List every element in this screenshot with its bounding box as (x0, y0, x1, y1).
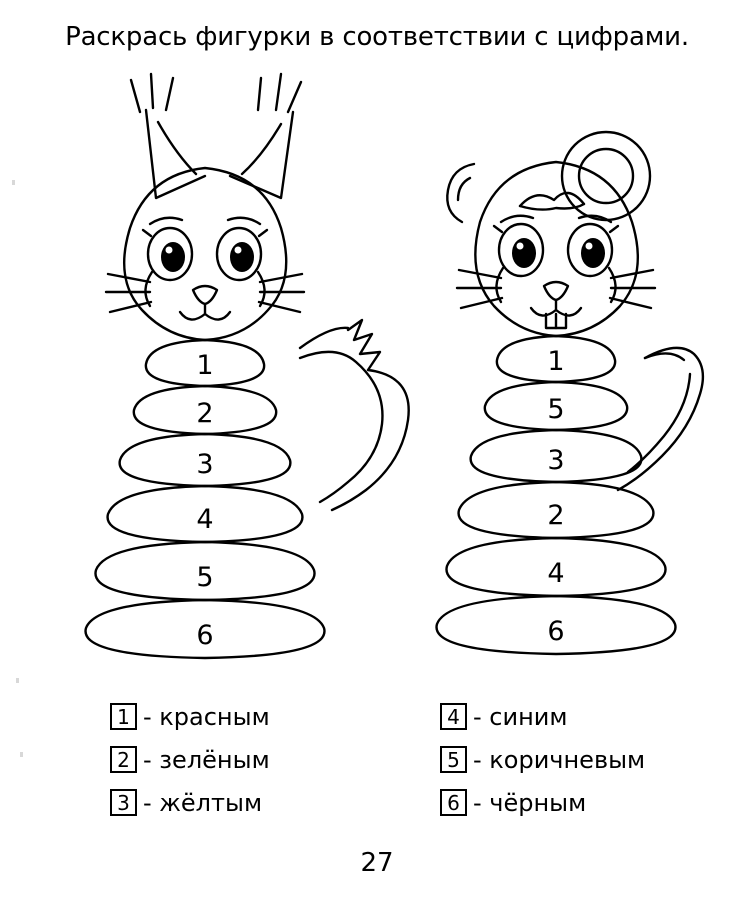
legend-number-box: 4 (440, 703, 467, 730)
legend-item (110, 695, 270, 738)
mouse-ring-1: 1 (547, 346, 565, 377)
cat-ring-1: 1 (196, 350, 214, 381)
legend-item (110, 738, 270, 781)
mouse-figure (437, 132, 703, 654)
legend-label: - красным (143, 702, 270, 731)
cat-ring-6: 6 (196, 620, 214, 651)
mouse-ring-3: 3 (547, 445, 565, 476)
legend-label: - чёрным (473, 788, 587, 817)
mouse-ring-5: 4 (547, 558, 565, 589)
cat-figure (86, 74, 409, 658)
mouse-ring-4: 2 (547, 500, 565, 531)
legend-label: - зелёным (143, 745, 270, 774)
mouse-ring-6: 6 (547, 616, 565, 647)
illustration-area (0, 58, 754, 678)
legend-item (440, 695, 645, 738)
legend-item (440, 738, 645, 781)
cat-ring-5: 5 (196, 562, 214, 593)
color-legend (0, 695, 754, 825)
coloring-illustration (0, 58, 754, 678)
legend-number-box: 6 (440, 789, 467, 816)
scan-speck (16, 678, 19, 683)
legend-label: - синим (473, 702, 568, 731)
legend-label: - жёлтым (143, 788, 263, 817)
legend-item (440, 781, 645, 824)
legend-number-box: 2 (110, 746, 137, 773)
legend-number-box: 1 (110, 703, 137, 730)
cat-ring-4: 4 (196, 504, 214, 535)
legend-number-box: 5 (440, 746, 467, 773)
legend-label: - коричневым (473, 745, 646, 774)
legend-column-left (110, 695, 270, 824)
page-number: 27 (360, 848, 394, 878)
cat-ring-3: 3 (196, 449, 214, 480)
legend-column-right (440, 695, 645, 824)
cat-ring-2: 2 (196, 398, 214, 429)
mouse-ring-2: 5 (547, 394, 565, 425)
scan-speck (20, 752, 23, 757)
legend-number-box: 3 (110, 789, 137, 816)
scan-speck (12, 180, 15, 185)
legend-item (110, 781, 270, 824)
page-title: Раскрась фигурки в соответствии с цифрами. (65, 22, 689, 52)
